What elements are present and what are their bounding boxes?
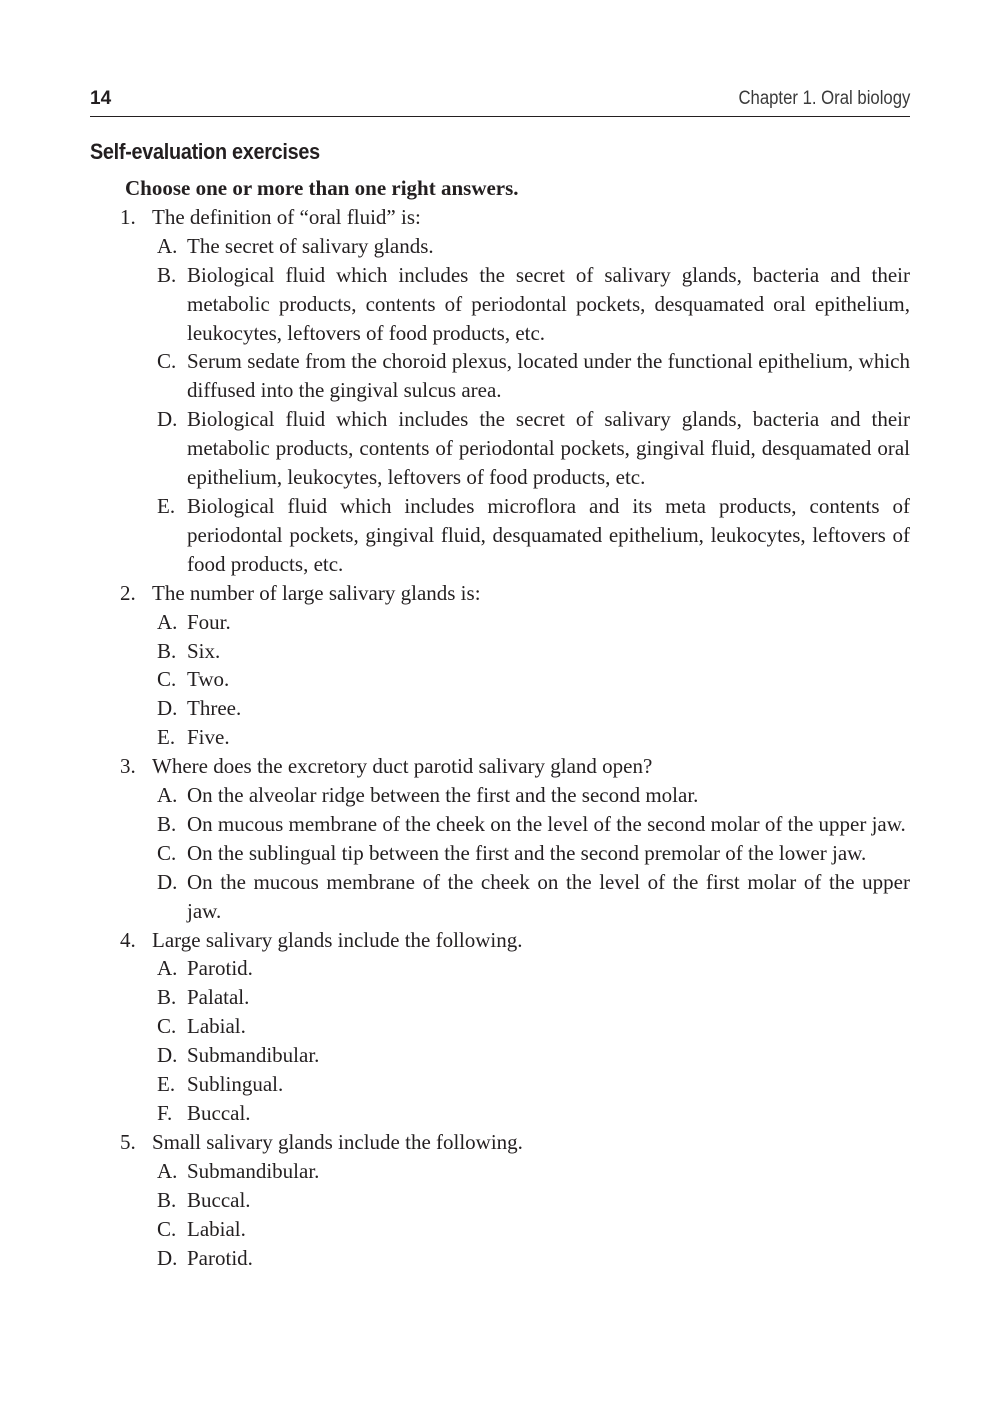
option-letter: D. xyxy=(157,1245,178,1270)
question-number: 4. xyxy=(120,927,136,952)
question xyxy=(90,926,910,955)
option-text: Two. xyxy=(187,667,230,692)
option-letter: B. xyxy=(157,262,177,287)
option-text: Six. xyxy=(187,638,221,663)
answer-option xyxy=(90,954,910,983)
option-letter: C. xyxy=(157,840,177,865)
question-text: Where does the excretory duct parotid salivary gland open? xyxy=(152,754,653,779)
answer-option xyxy=(90,1070,910,1099)
answer-option xyxy=(90,723,910,752)
option-text: Three. xyxy=(187,696,242,721)
option-letter: C. xyxy=(157,1216,177,1241)
answer-option xyxy=(90,232,910,261)
option-letter: B. xyxy=(157,638,177,663)
option-text: On the mucous membrane of the cheek on the level of the first molar of the upper jaw. xyxy=(187,869,910,923)
option-text: Submandibular. xyxy=(187,1043,320,1068)
option-letter: D. xyxy=(157,869,178,894)
option-text: Buccal. xyxy=(187,1187,251,1212)
option-text: Biological fluid which includes the secret of salivary glands, bacteria and their metabolic products, contents of periodontal pockets, desquamated oral epithelium, leukocytes, leftovers of food products, etc. xyxy=(187,262,910,345)
answer-option xyxy=(90,1041,910,1070)
answer-option xyxy=(90,637,910,666)
exercise-list xyxy=(90,174,910,1272)
option-letter: C. xyxy=(157,349,177,374)
answer-option xyxy=(90,1012,910,1041)
answer-option xyxy=(90,868,910,926)
option-text: Labial. xyxy=(187,1014,246,1039)
question-number: 1. xyxy=(120,204,136,229)
option-letter: D. xyxy=(157,1043,178,1068)
answer-option xyxy=(90,608,910,637)
option-text: Sublingual. xyxy=(187,1072,284,1097)
option-letter: B. xyxy=(157,985,177,1010)
answer-option xyxy=(90,983,910,1012)
answer-option xyxy=(90,810,910,839)
option-letter: A. xyxy=(157,1158,178,1183)
page-number: 14 xyxy=(90,88,112,109)
instruction: Choose one or more than one right answers. xyxy=(125,176,519,200)
option-letter: A. xyxy=(157,233,178,258)
question-number: 5. xyxy=(120,1129,136,1154)
option-letter: D. xyxy=(157,696,178,721)
option-letter: C. xyxy=(157,1014,177,1039)
question-text: The definition of “oral fluid” is: xyxy=(152,204,421,229)
answer-option xyxy=(90,665,910,694)
answer-option xyxy=(90,694,910,723)
question-number: 2. xyxy=(120,580,136,605)
option-letter: A. xyxy=(157,609,178,634)
option-text: On the alveolar ridge between the first and the second molar. xyxy=(187,783,699,808)
option-text: Labial. xyxy=(187,1216,246,1241)
answer-option xyxy=(90,405,910,492)
option-text: Parotid. xyxy=(187,956,253,981)
option-text: On mucous membrane of the cheek on the level of the second molar of the upper jaw. xyxy=(187,811,906,836)
question-text: Small salivary glands include the following. xyxy=(152,1129,523,1154)
question-text: The number of large salivary glands is: xyxy=(152,580,481,605)
section-title: Self-evaluation exercises xyxy=(90,139,320,164)
answer-option xyxy=(90,492,910,579)
running-head: Chapter 1. Oral biology xyxy=(738,88,910,109)
option-text: The secret of salivary glands. xyxy=(187,233,434,258)
option-letter: B. xyxy=(157,811,177,836)
option-letter: C. xyxy=(157,667,177,692)
option-letter: E. xyxy=(157,493,176,518)
answer-option xyxy=(90,839,910,868)
answer-option xyxy=(90,1186,910,1215)
option-letter: E. xyxy=(157,725,176,750)
option-letter: D. xyxy=(157,407,178,432)
question xyxy=(90,579,910,608)
option-text: Buccal. xyxy=(187,1101,251,1125)
option-text: Serum sedate from the choroid plexus, located under the functional epithelium, which diffused into the gingival sulcus area. xyxy=(187,349,910,403)
page-header xyxy=(90,86,910,117)
option-letter: E. xyxy=(157,1072,176,1097)
option-letter: A. xyxy=(157,783,178,808)
option-letter: F. xyxy=(157,1101,173,1125)
answer-option xyxy=(90,1244,910,1273)
answer-option xyxy=(90,781,910,810)
option-text: Biological fluid which includes the secret of salivary glands, bacteria and their metabolic products, contents of periodontal pockets, gingival fluid, desquamated oral epithelium, leukocytes, leftovers of food products, etc. xyxy=(187,407,910,490)
option-text: Four. xyxy=(187,609,231,634)
option-letter: B. xyxy=(157,1187,177,1212)
question xyxy=(90,203,910,232)
option-text: Biological fluid which includes microflora and its meta products, contents of periodontal pockets, gingival fluid, desquamated epithelium, leukocytes, leftovers of food products, etc. xyxy=(187,493,910,576)
question-text: Large salivary glands include the following. xyxy=(152,927,523,952)
answer-option xyxy=(90,1157,910,1186)
answer-option xyxy=(90,1215,910,1244)
option-text: Palatal. xyxy=(187,985,250,1010)
answer-option xyxy=(90,1099,910,1128)
question xyxy=(90,1128,910,1157)
option-text: Submandibular. xyxy=(187,1158,320,1183)
answer-option xyxy=(90,261,910,348)
question-number: 3. xyxy=(120,754,136,779)
question xyxy=(90,752,910,781)
option-text: Five. xyxy=(187,725,230,750)
option-letter: A. xyxy=(157,956,178,981)
answer-option xyxy=(90,347,910,405)
option-text: On the sublingual tip between the first and the second premolar of the lower jaw. xyxy=(187,840,867,865)
option-text: Parotid. xyxy=(187,1245,253,1270)
